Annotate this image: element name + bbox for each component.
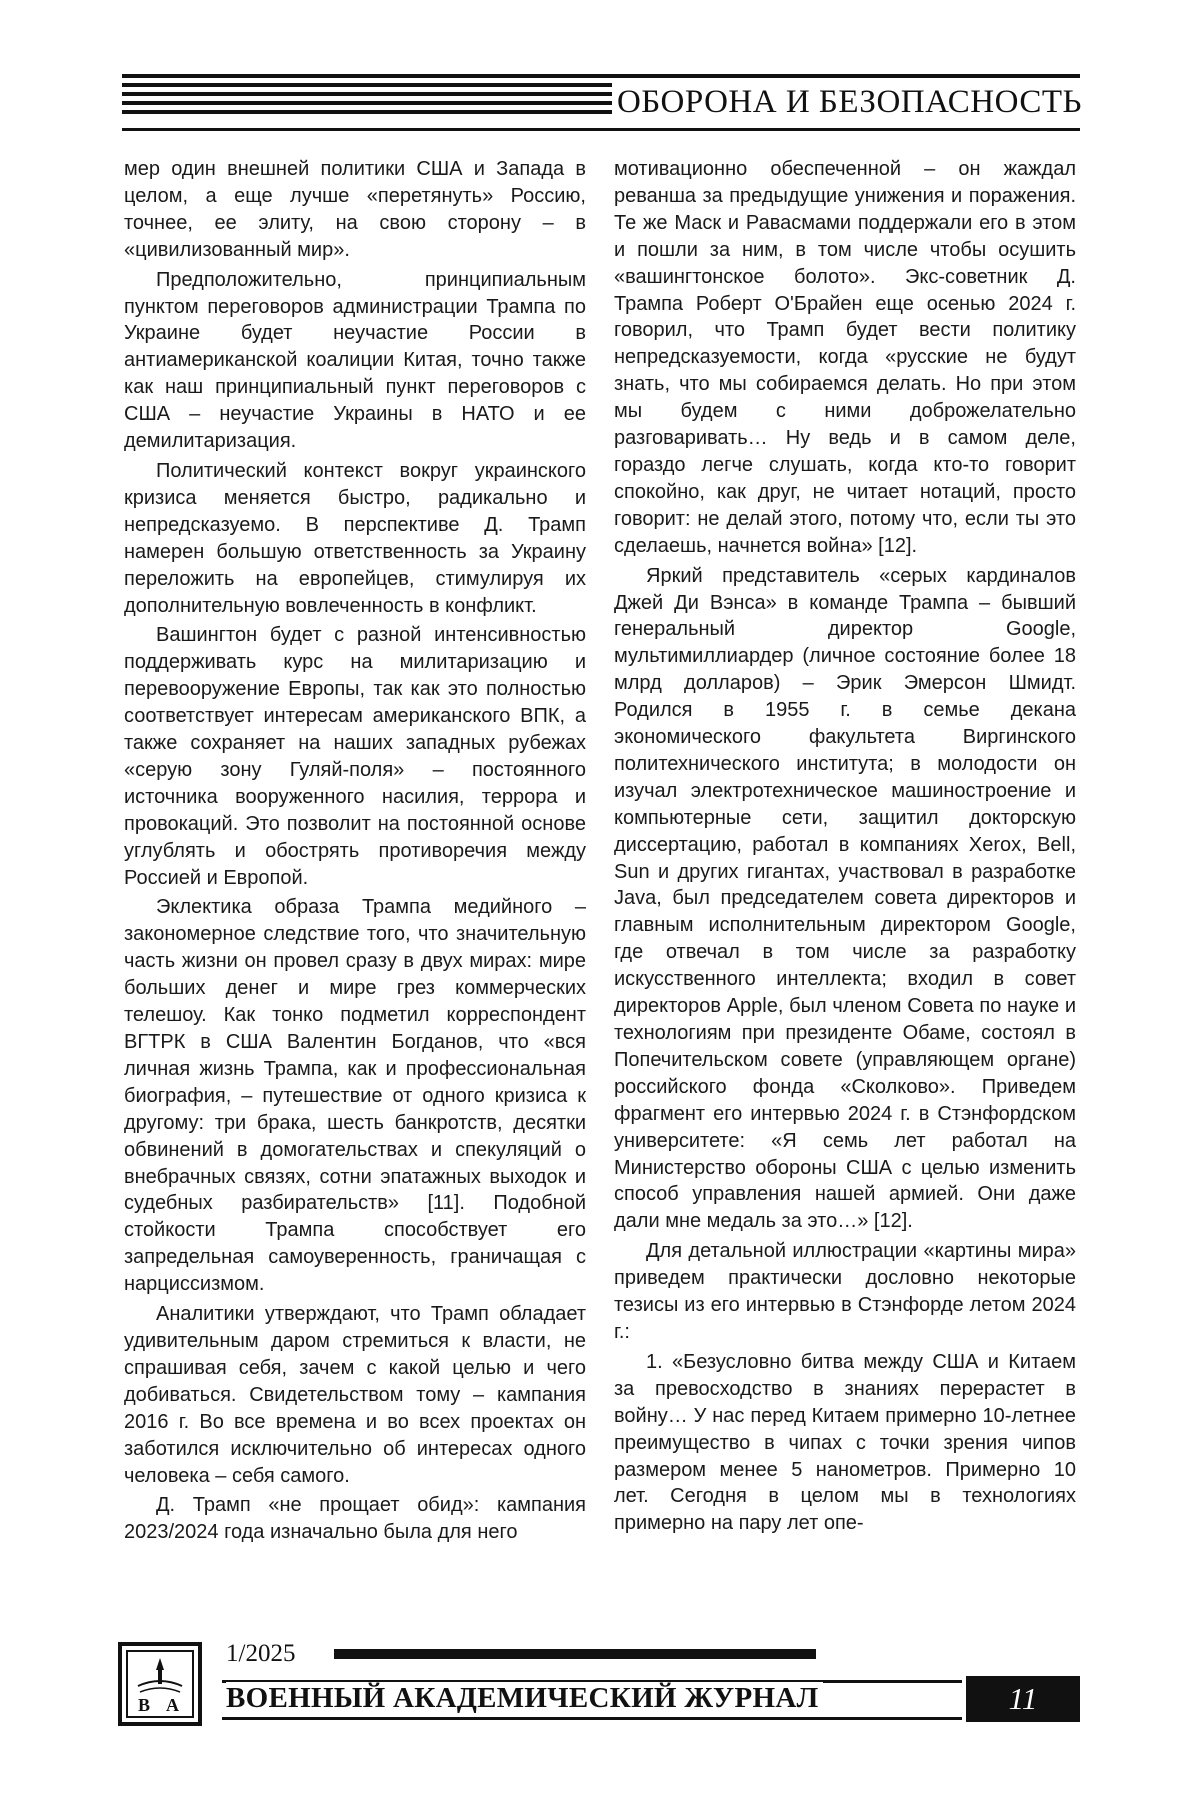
- logo-letter-v: В: [138, 1695, 151, 1715]
- paragraph: Эклектика образа Трампа медийного – закономерное следствие того, что значительную часть жизни он провел сразу в двух мирах: мире больших денег и мире грез коммерческих телешоу. Как тонко подметил корреспондент ВГТРК в США Валентин Богданов, что «вся личная жизнь Трампа, как и профессиональная биография, – путешествие от одного кризиса к другому: три брака, шесть банкротств, десятки обвинений в домогательствах и спекуляций о внебрачных связях, сотни эпатажных выходок и судебных разбирательств» [11]. Подобной стойкости Трампа способствует его запредельная самоуверенность, граничащая с нарциссизмом.: [124, 896, 586, 1296]
- header-rule-stack-left: [122, 74, 612, 119]
- logo-letter-a: А: [166, 1695, 179, 1715]
- header-rule: [122, 128, 1080, 131]
- paragraph: Аналитики утверждают, что Трамп обладает удивительным даром стремиться к власти, не спрашивая себя, зачем с какой целью и чего добиваться. Свидетельством тому – кампания 2016 г. Во все времена и во всех проектах он заботился исключительно об интересах одного человека – себя самого.: [124, 1303, 586, 1487]
- paragraph: Для детальной иллюстрации «картины мира» приведем практически дословно некоторые тезисы из его интервью в Стэнфорде летом 2024 г.:: [614, 1240, 1076, 1343]
- paragraph: мер один внешней политики США и Запада в целом, а еще лучше «перетянуть» Россию, точнее, ее элиту, на свою сторону – в «цивилизованный мир».: [124, 158, 586, 261]
- paragraph: 1. «Безусловно битва между США и Китаем за превосходство в знаниях перерастет в войну… У нас перед Китаем примерно 10-летнее преимущество в чипах с точки зрения чипов размером менее 5 нанометров. Примерно 10 лет. Сегодня в целом мы в технологиях примерно на пару лет опе-: [614, 1350, 1076, 1535]
- paragraph: Политический контекст вокруг украинского кризиса меняется быстро, радикально и непредсказуемо. В перспективе Д. Трамп намерен большую ответственность за Украину переложить на европейцев, стимулируя их дополнительную вовлеченность в конфликт.: [124, 459, 586, 617]
- paragraph: Вашингтон будет с разной интенсивностью поддерживать курс на милитаризацию и перевооружение Европы, так как это полностью соответствует интересам американского ВПК, а также сохраняет на наших западных рубежах «серую зону Гуляй-поля» – постоянного источника вооруженного насилия, террора и провокаций. Это позволит на постоянной основе углублять и обострять противоречия между Россией и Европой.: [124, 624, 586, 889]
- section-title: ОБОРОНА И БЕЗОПАСНОСТЬ: [613, 84, 1082, 120]
- paragraph: Д. Трамп «не прощает обид»: кампания 2023/2024 года изначально была для него: [124, 1494, 586, 1544]
- right-column: [614, 156, 1076, 1540]
- page-number: 11: [966, 1676, 1080, 1722]
- torch-icon: [122, 1646, 198, 1722]
- issue-rule: [334, 1649, 816, 1659]
- journal-title: ВОЕННЫЙ АКАДЕМИЧЕСКИЙ ЖУРНАЛ: [226, 1682, 823, 1715]
- header-rule-stack-right: [612, 74, 1080, 83]
- paragraph: мотивационно обеспеченной – он жаждал реванша за предыдущие унижения и поражения. Те же Маск и Равасмами поддержали его в этом и пошли за ним, в том числе чтобы осушить «вашингтонское болото». Экс-советник Д. Трампа Роберт О'Брайен еще осенью 2024 г. говорил, что Трамп будет вести политику непредсказуемости, когда «русские не будут знать, что мы собираемся делать. Но при этом мы будем с ними доброжелательно разговаривать… Ну ведь и в самом деле, гораздо легче слушать, когда кто-то говорит спокойно, как друг, не читает нотаций, просто говорит: не делай этого, потому что, если ты это сделаешь, начнется война» [12].: [614, 158, 1076, 557]
- paragraph: Предположительно, принципиальным пунктом переговоров администрации Трампа по Украине будет неучастие России в антиамериканской коалиции Китая, точно также как наш принципиальный пункт переговоров с США – неучастие Украины в НАТО и ее демилитаризация.: [124, 268, 586, 453]
- journal-logo: [118, 1642, 202, 1726]
- issue-number: 1/2025: [226, 1640, 296, 1667]
- paragraph: Яркий представитель «серых кардиналов Джей Ди Вэнса» в команде Трампа – бывший генеральный директор Google, мультимиллиардер (личное состояние более 18 млрд долларов) – Эрик Эмерсон Шмидт. Родился в 1955 г. в семье декана экономического факультета Виргинского политехнического института; в молодости он изучал электротехническое машиностроение и компьютерные сети, защитил докторскую диссертацию, работал в компаниях Xerox, Bell, Sun и других гигантах, участвовал в разработке Java, был председателем совета директоров и главным исполнительным директором Google, где отвечал в том числе за разработку искусственного интеллекта; входил в совет директоров Apple, был членом Совета по науке и технологиям при президенте Обаме, состоял в Попечительском совете (управляющем органе) российского фонда «Сколково». Приведем фрагмент его интервью 2024 г. в Стэнфордском университете: «Я семь лет работал на Министерство обороны США с целью изменить способ управления нашей армией. Они даже дали мне медаль за это…» [12].: [614, 564, 1076, 1233]
- left-column: [124, 156, 586, 1549]
